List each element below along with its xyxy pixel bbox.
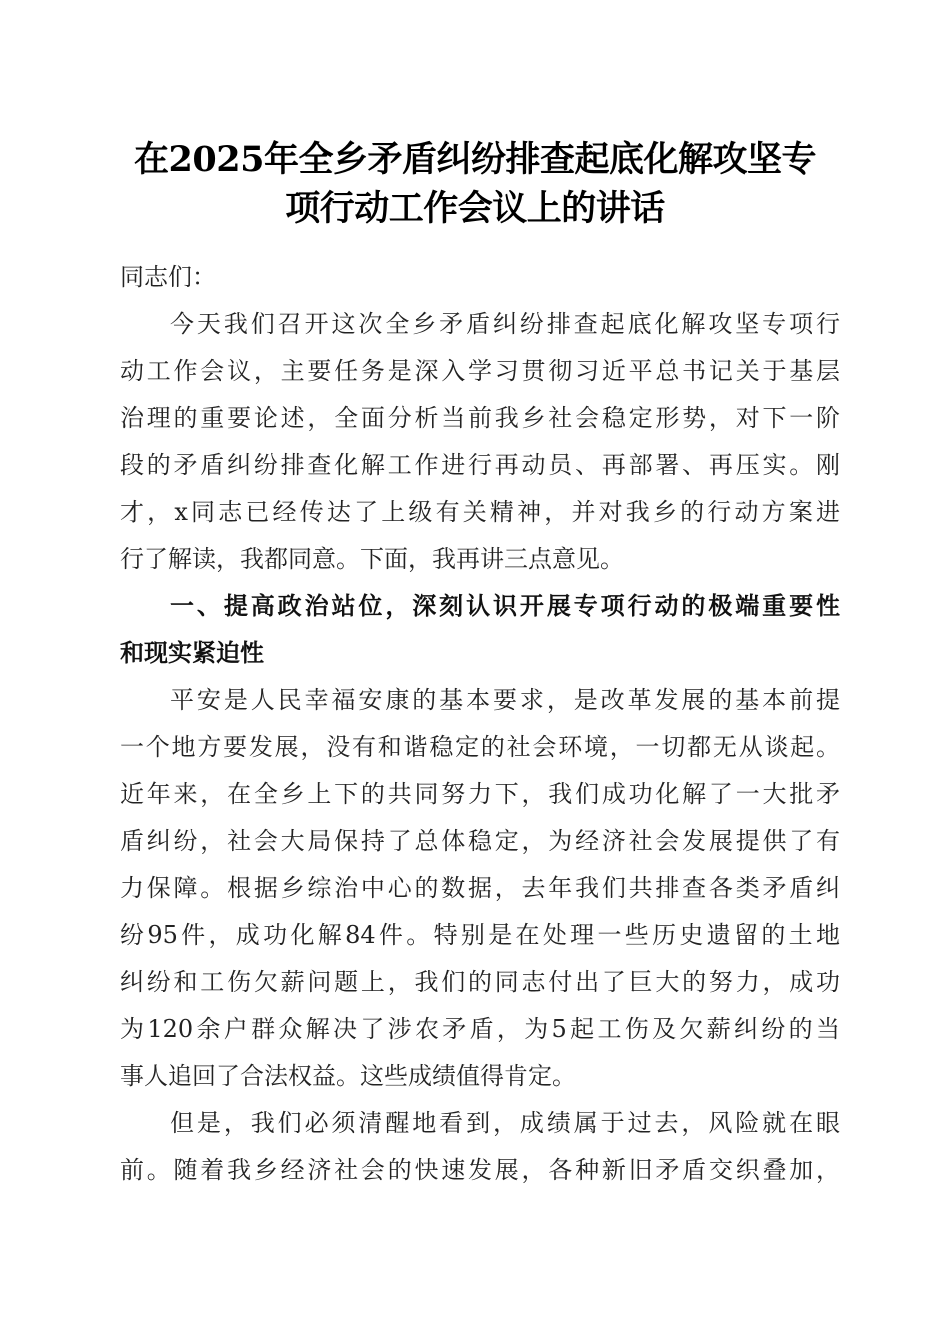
paragraph-line: 才，x同志已经传达了上级有关精神，并对我乡的行动方案进 bbox=[120, 498, 840, 526]
paragraph-line: 平安是人民幸福安康的基本要求，是改革发展的基本前提 bbox=[170, 686, 840, 714]
paragraph-line: 事人追回了合法权益。这些成绩值得肯定。 bbox=[120, 1062, 576, 1090]
paragraph-line: 行了解读，我都同意。下面，我再讲三点意见。 bbox=[120, 545, 624, 573]
paragraph-achievements bbox=[120, 677, 840, 1100]
section-heading-1 bbox=[120, 583, 840, 677]
salutation: 同志们： bbox=[120, 263, 216, 291]
paragraph-line: 段的矛盾纠纷排查化解工作进行再动员、再部署、再压实。刚 bbox=[120, 451, 840, 479]
title-line-1: 在2025年全乡矛盾纠纷排查起底化解攻坚专 bbox=[134, 139, 816, 180]
paragraph-line: 前。随着我乡经济社会的快速发展，各种新旧矛盾交织叠加， bbox=[120, 1156, 840, 1184]
paragraph-line: 但是，我们必须清醒地看到，成绩属于过去，风险就在眼 bbox=[170, 1109, 840, 1137]
title-line-2: 项行动工作会议上的讲话 bbox=[285, 188, 665, 229]
heading-line: 和现实紧迫性 bbox=[120, 639, 264, 667]
heading-line: 一、提高政治站位，深刻认识开展专项行动的极端重要性 bbox=[170, 592, 840, 620]
paragraph-line: 力保障。根据乡综治中心的数据，去年我们共排查各类矛盾纠 bbox=[120, 874, 840, 902]
paragraph-line: 盾纠纷，社会大局保持了总体稳定，为经济社会发展提供了有 bbox=[120, 827, 840, 855]
document-title bbox=[100, 135, 850, 233]
paragraph-line: 动工作会议，主要任务是深入学习贯彻习近平总书记关于基层 bbox=[120, 357, 840, 385]
paragraph-risks bbox=[120, 1100, 840, 1194]
document-body bbox=[120, 254, 840, 1194]
paragraph-line: 纷95件，成功化解84件。特别是在处理一些历史遗留的土地 bbox=[120, 921, 840, 949]
paragraph-intro bbox=[120, 301, 840, 583]
paragraph-line: 纠纷和工伤欠薪问题上，我们的同志付出了巨大的努力，成功 bbox=[120, 968, 840, 996]
paragraph-line: 今天我们召开这次全乡矛盾纠纷排查起底化解攻坚专项行 bbox=[170, 310, 840, 338]
paragraph-line: 为120余户群众解决了涉农矛盾，为5起工伤及欠薪纠纷的当 bbox=[120, 1015, 840, 1043]
paragraph-line: 治理的重要论述，全面分析当前我乡社会稳定形势，对下一阶 bbox=[120, 404, 840, 432]
paragraph-line: 近年来，在全乡上下的共同努力下，我们成功化解了一大批矛 bbox=[120, 780, 840, 808]
paragraph-line: 一个地方要发展，没有和谐稳定的社会环境，一切都无从谈起。 bbox=[120, 733, 840, 761]
